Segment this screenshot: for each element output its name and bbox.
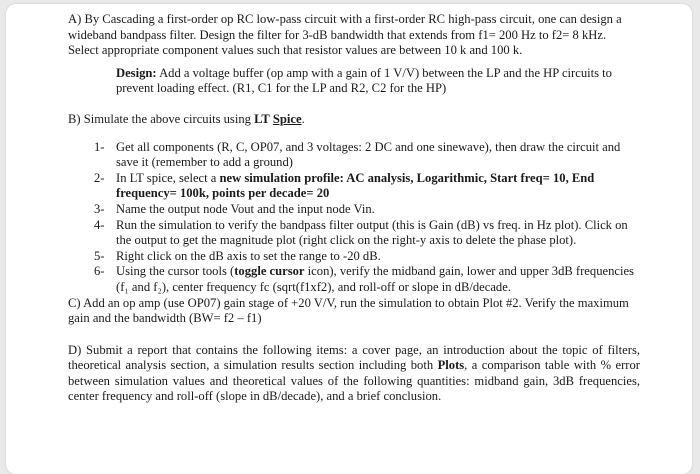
section-a-text: By Cascading a first-order op RC low-pass circuit with a first-order RC high-pass circuit, one can design a wideband bandpass filter. Design the filter for 3-dB bandwidth that extends from f1= 200 Hz to f2= 8 kHz. Select appropriate component values such that resistor values are between 10 k and 100 k.: [68, 12, 622, 58]
section-d-text-post: , a comparison table with % error between simulation values and theoretical values of the following quantities: midband gain, 3dB frequencies, center frequency and roll-off (slope in dB/decade), and a brief conclusion.: [68, 358, 640, 404]
step-number: 3-: [94, 201, 105, 216]
step-list: [68, 140, 640, 296]
step-text: In LT spice, select a: [116, 170, 220, 185]
section-c-text: Add an op amp (use OP07) gain stage of +20 V/V, run the simulation to obtain Plot #2. Verify the maximum gain and the bandwidth (BW= f2 – f1): [68, 295, 629, 326]
step-number: 1-: [94, 139, 105, 154]
section-b-spice: Spice: [272, 111, 302, 126]
step-text: Get all components (R, C, OP07, and 3 voltages: 2 DC and one sinewave), then draw the circuit and save it (remember to add a ground): [116, 139, 621, 170]
step-5: [68, 249, 640, 265]
design-note: [116, 66, 640, 97]
section-c-label: C): [68, 295, 81, 310]
step-3: [68, 202, 640, 218]
step-number: 4-: [94, 217, 105, 232]
document-content: [68, 12, 640, 405]
step-text-post: icon), verify the midband gain, lower and upper 3dB frequencies (f₁ and f₂), center frequency fc (sqrt(f1xf2), and roll-off or slope in dB/decade.: [116, 264, 634, 294]
step-text-bold: new simulation profile: AC analysis, Logarithmic, Start freq= 10, End frequency= 100k, points per decade= 20: [116, 170, 595, 201]
section-d-bold: Plots: [437, 358, 465, 373]
section-d: [68, 343, 640, 405]
step-number: 6-: [94, 264, 105, 279]
section-b-lt: LT: [254, 111, 270, 126]
section-d-label: D): [68, 342, 82, 357]
design-text: Add a voltage buffer (op amp with a gain of 1 V/V) between the LP and the HP circuits to prevent loading effect. (R1, C1 for the LP and R2, C2 for the HP): [116, 65, 612, 96]
step-number: 2-: [94, 170, 105, 185]
step-text: Name the output node Vout and the input node Vin.: [116, 201, 375, 216]
step-6: [68, 264, 640, 295]
section-c: [68, 296, 640, 327]
step-text-bold: toggle cursor: [234, 264, 305, 279]
step-4: [68, 218, 640, 249]
section-b-text: Simulate the above circuits using: [83, 111, 251, 126]
step-1: [68, 140, 640, 171]
step-text: Run the simulation to verify the bandpass filter output (this is Gain (dB) vs freq. in Hz plot). Click on the output to get the magnitude plot (right click on the right-y axis to delete the phase plot).: [116, 217, 628, 248]
section-d-text: Submit a report that contains the following items: a cover page, an introduction about the topic of filters, theoretical analysis section, a simulation results section including both: [68, 342, 640, 373]
step-2: [68, 171, 640, 202]
step-text: Right click on the dB axis to set the range to -20 dB.: [116, 248, 381, 263]
section-b-label: B): [68, 111, 81, 126]
document-page: [6, 4, 692, 474]
section-a-label: A): [68, 12, 82, 26]
design-label: Design:: [116, 65, 157, 80]
section-a: [68, 12, 640, 59]
section-b-period: .: [301, 111, 305, 126]
section-b: [68, 112, 640, 128]
step-text: Using the cursor tools (: [116, 264, 235, 279]
step-number: 5-: [94, 248, 105, 263]
